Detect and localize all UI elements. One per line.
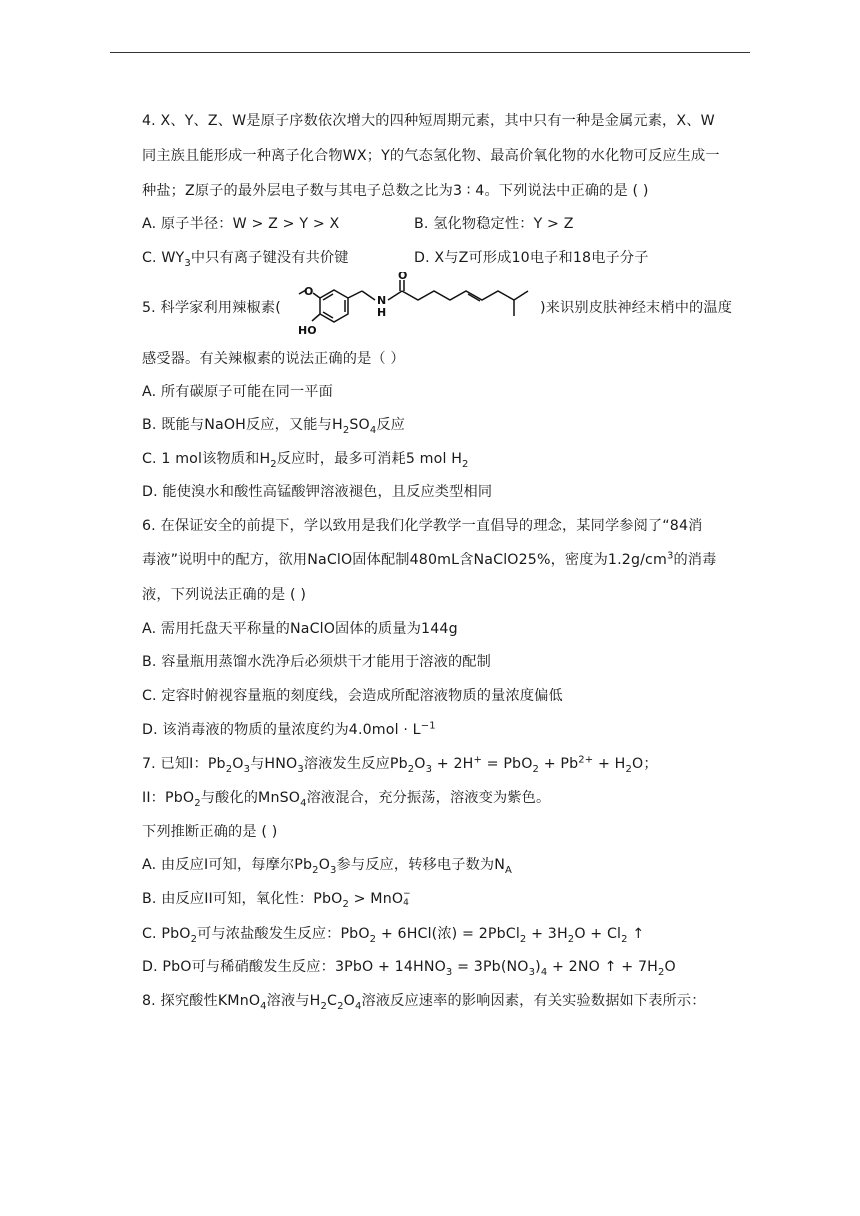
q6-option-b: B. 容量瓶用蒸馏水洗净后必须烘干才能用于溶液的配制 xyxy=(142,654,491,670)
q5-stem-line2: 感受器。有关辣椒素的说法正确的是（ ） xyxy=(142,351,405,367)
q7-stem-line3: 下列推断正确的是 ( ) xyxy=(142,824,278,840)
q4-option-c: C. $WY_3$中只有离子键没有共价键 xyxy=(142,250,349,269)
q5-option-b: B. 既能与NaOH反应，又能与$H_2SO_4$反应 xyxy=(142,417,406,436)
q7-stem-line1: 7. 已知I：$Pb_2O_3$与$HNO_3$溶液发生反应$Pb_2O_3 + 2H^+ = PbO_2 + Pb^{2+} + H_2O$； xyxy=(142,754,658,775)
mol-hydroxyl-label: HO xyxy=(298,324,317,337)
q7-option-d: D. PbO可与稀硝酸发生反应：$3PbO + 14HNO_3 = 3Pb(NO_3)_4 + 2NO$ ↑ + $7H_2O$ xyxy=(142,959,676,978)
capsaicin-structure xyxy=(296,272,540,342)
q7-option-a: A. 由反应I可知，每摩尔$Pb_2O_3$参与反应，转移电子数为$N_A$ xyxy=(142,857,513,876)
q6-stem-line1: 6. 在保证安全的前提下，学以致用是我们化学教学一直倡导的理念，某同学参阅了“84消 xyxy=(142,518,703,534)
mol-carbonyl-oxygen: O xyxy=(398,272,408,282)
q6-stem-line2: 毒液”说明中的配方，欲用NaClO固体配制480mL含NaClO25%，密度为$1.2g/cm^3$的消毒 xyxy=(142,550,717,568)
q4-option-b: B. 氢化物稳定性：Y > Z xyxy=(414,216,574,232)
q7-option-c: C. PbO$_2$可与浓盐酸发生反应：PbO$_2$ + 6HCl(浓) = 2PbCl$_2$ + $3H_2O + Cl_2$ ↑ xyxy=(142,926,645,945)
q4-option-d: D. X与Z可形成10电子和18电子分子 xyxy=(414,250,649,266)
q4-stem-line1: 4. X、Y、Z、W是原子序数依次增大的四种短周期元素，其中只有一种是金属元素，X、W xyxy=(142,113,715,129)
q7-stem-line2: II：PbO$_2$与酸化的MnSO$_4$溶液混合，充分振荡，溶液变为紫色。 xyxy=(142,790,551,809)
q6-option-a: A. 需用托盘天平称量的NaClO固体的质量为144g xyxy=(142,621,458,637)
q6-stem-line3: 液，下列说法正确的是 ( ) xyxy=(142,587,307,603)
q5-stem-line1-start: 5. 科学家利用辣椒素( xyxy=(142,300,281,316)
q6-option-c: C. 定容时俯视容量瓶的刻度线，会造成所配溶液物质的量浓度偏低 xyxy=(142,688,563,704)
q5-option-c: C. 1 mol该物质和$H_2$反应时，最多可消耗5 mol $H_2$ xyxy=(142,451,469,470)
mol-amide-nitrogen: N xyxy=(377,294,387,307)
q4-option-a: A. 原子半径：W > Z > Y > X xyxy=(142,216,340,232)
mol-amide-hydrogen: H xyxy=(377,306,387,319)
q5-option-a: A. 所有碳原子可能在同一平面 xyxy=(142,384,333,400)
header-rule xyxy=(110,52,750,53)
q4-stem-line2: 同主族且能形成一种离子化合物WX；Y的气态氢化物、最高价氧化物的水化物可反应生成一 xyxy=(142,148,720,164)
q6-option-d: D. 该消毒液的物质的量浓度约为$4.0mol \cdot L^{-1}$ xyxy=(142,720,436,738)
q5-option-d: D. 能使溴水和酸性高锰酸钾溶液褪色，且反应类型相同 xyxy=(142,484,493,500)
q5-stem-line1-end: )来识别皮肤神经末梢中的温度 xyxy=(540,300,733,316)
mol-methoxy-oxygen: O xyxy=(304,285,314,298)
q7-option-b: B. 由反应II可知，氧化性：PbO$_2$ > MnO − 4 xyxy=(142,889,411,910)
q8-stem: 8. 探究酸性KMnO$_4$溶液与$H_2C_2O_4$溶液反应速率的影响因素，有关实验数据如下表所示： xyxy=(142,993,706,1012)
q4-stem-line3: 种盐；Z原子的最外层电子数与其电子总数之比为3 ∶ 4。下列说法中正确的是 ( ) xyxy=(142,183,649,199)
